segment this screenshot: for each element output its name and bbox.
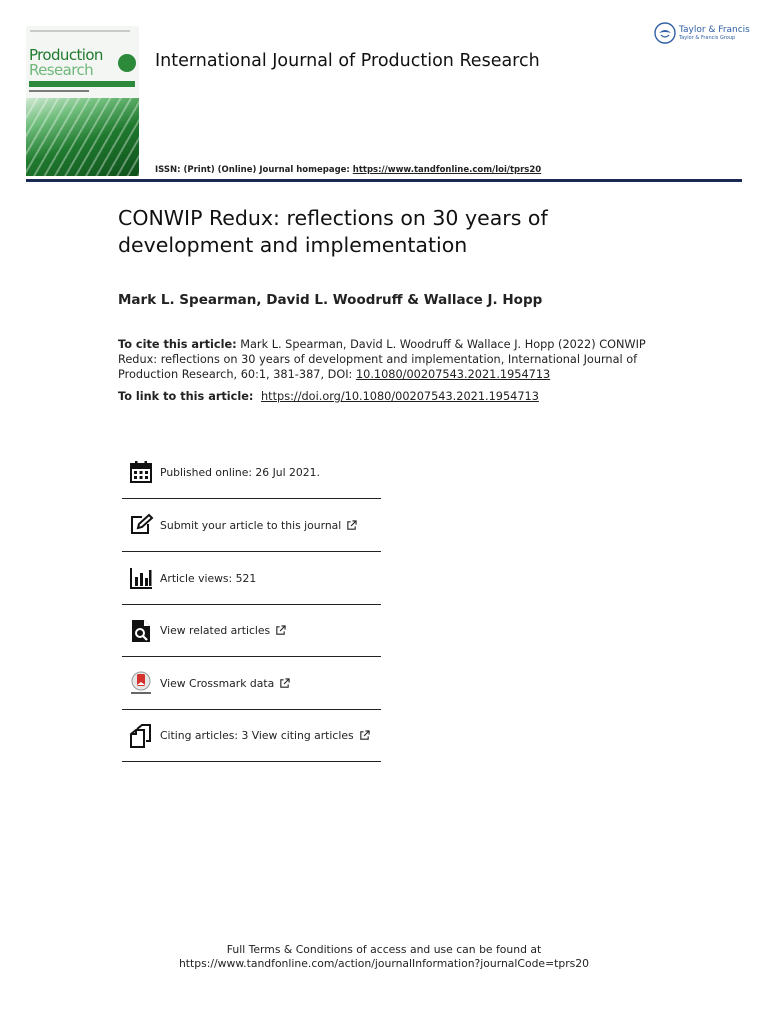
publisher-logo[interactable] — [654, 22, 750, 44]
terms-url-link[interactable]: https://www.tandfonline.com/action/journalInformation?journalCode=tprs20 — [178, 957, 590, 970]
info-row-submit[interactable] — [122, 499, 381, 552]
info-row-citing[interactable] — [122, 710, 381, 762]
issn-label: ISSN: (Print) (Online) Journal homepage: — [155, 165, 350, 175]
journal-homepage-link[interactable]: https://www.tandfonline.com/loi/tprs20 — [352, 165, 542, 175]
external-link-icon — [359, 730, 370, 741]
edit-icon — [128, 512, 154, 538]
citing-articles-link[interactable]: Citing articles: 3 View citing articles — [160, 729, 354, 742]
crossmark-link[interactable]: View Crossmark data — [160, 676, 275, 690]
terms-line: Full Terms & Conditions of access and use can be found at — [226, 943, 542, 956]
crossmark-icon — [128, 670, 154, 696]
submit-article-link[interactable]: Submit your article to this journal — [160, 518, 342, 532]
external-link-icon — [279, 678, 290, 689]
info-row-views — [122, 552, 381, 605]
terms-footer — [0, 943, 768, 971]
article-authors: Mark L. Spearman, David L. Woodruff & Wallace J. Hopp — [118, 292, 543, 308]
cite-text: Mark L. Spearman, David L. Woodruff & Wallace J. Hopp (2022) CONWIP Redux: reflections on 30 years of development and implementation, International Journal of Production Research, 60:1, 381-387, DOI: — [118, 338, 646, 381]
article-title: CONWIP Redux: reflections on 30 years of development and implementation — [118, 206, 548, 257]
publisher-name: Taylor & Francis — [679, 25, 750, 35]
search-document-icon — [128, 618, 154, 644]
citing-articles-icon — [128, 723, 154, 749]
cite-doi-link[interactable]: 10.1080/00207543.2021.1954713 — [355, 368, 551, 381]
citation-block — [118, 337, 658, 382]
external-link-icon — [275, 625, 286, 636]
cover-artwork — [26, 98, 139, 176]
info-row-related[interactable] — [122, 605, 381, 657]
related-articles-link[interactable]: View related articles — [160, 624, 271, 637]
article-views-label: Article views: 521 — [160, 571, 257, 585]
journal-title: International Journal of Production Research — [155, 51, 540, 71]
cover-word-research: Research — [29, 61, 94, 79]
calendar-icon — [128, 459, 154, 485]
info-row-crossmark[interactable] — [122, 657, 381, 710]
publisher-group: Taylor & Francis Group — [679, 35, 736, 41]
header-divider — [26, 179, 742, 182]
external-link-icon — [346, 520, 357, 531]
issn-line — [155, 165, 541, 175]
journal-cover-image — [26, 26, 139, 176]
article-doi-link[interactable]: https://doi.org/10.1080/00207543.2021.1954713 — [261, 390, 539, 403]
link-label: To link to this article: — [118, 390, 254, 403]
info-row-published — [122, 446, 381, 499]
bar-chart-icon — [128, 565, 154, 591]
cover-badge — [118, 54, 136, 72]
cover-word-production: Production — [29, 46, 103, 64]
publisher-logo-icon — [654, 22, 676, 44]
article-link-line — [118, 390, 539, 403]
published-online-label: Published online: 26 Jul 2021. — [160, 465, 320, 479]
cite-label: To cite this article: — [118, 338, 237, 351]
article-info-list — [122, 446, 381, 762]
